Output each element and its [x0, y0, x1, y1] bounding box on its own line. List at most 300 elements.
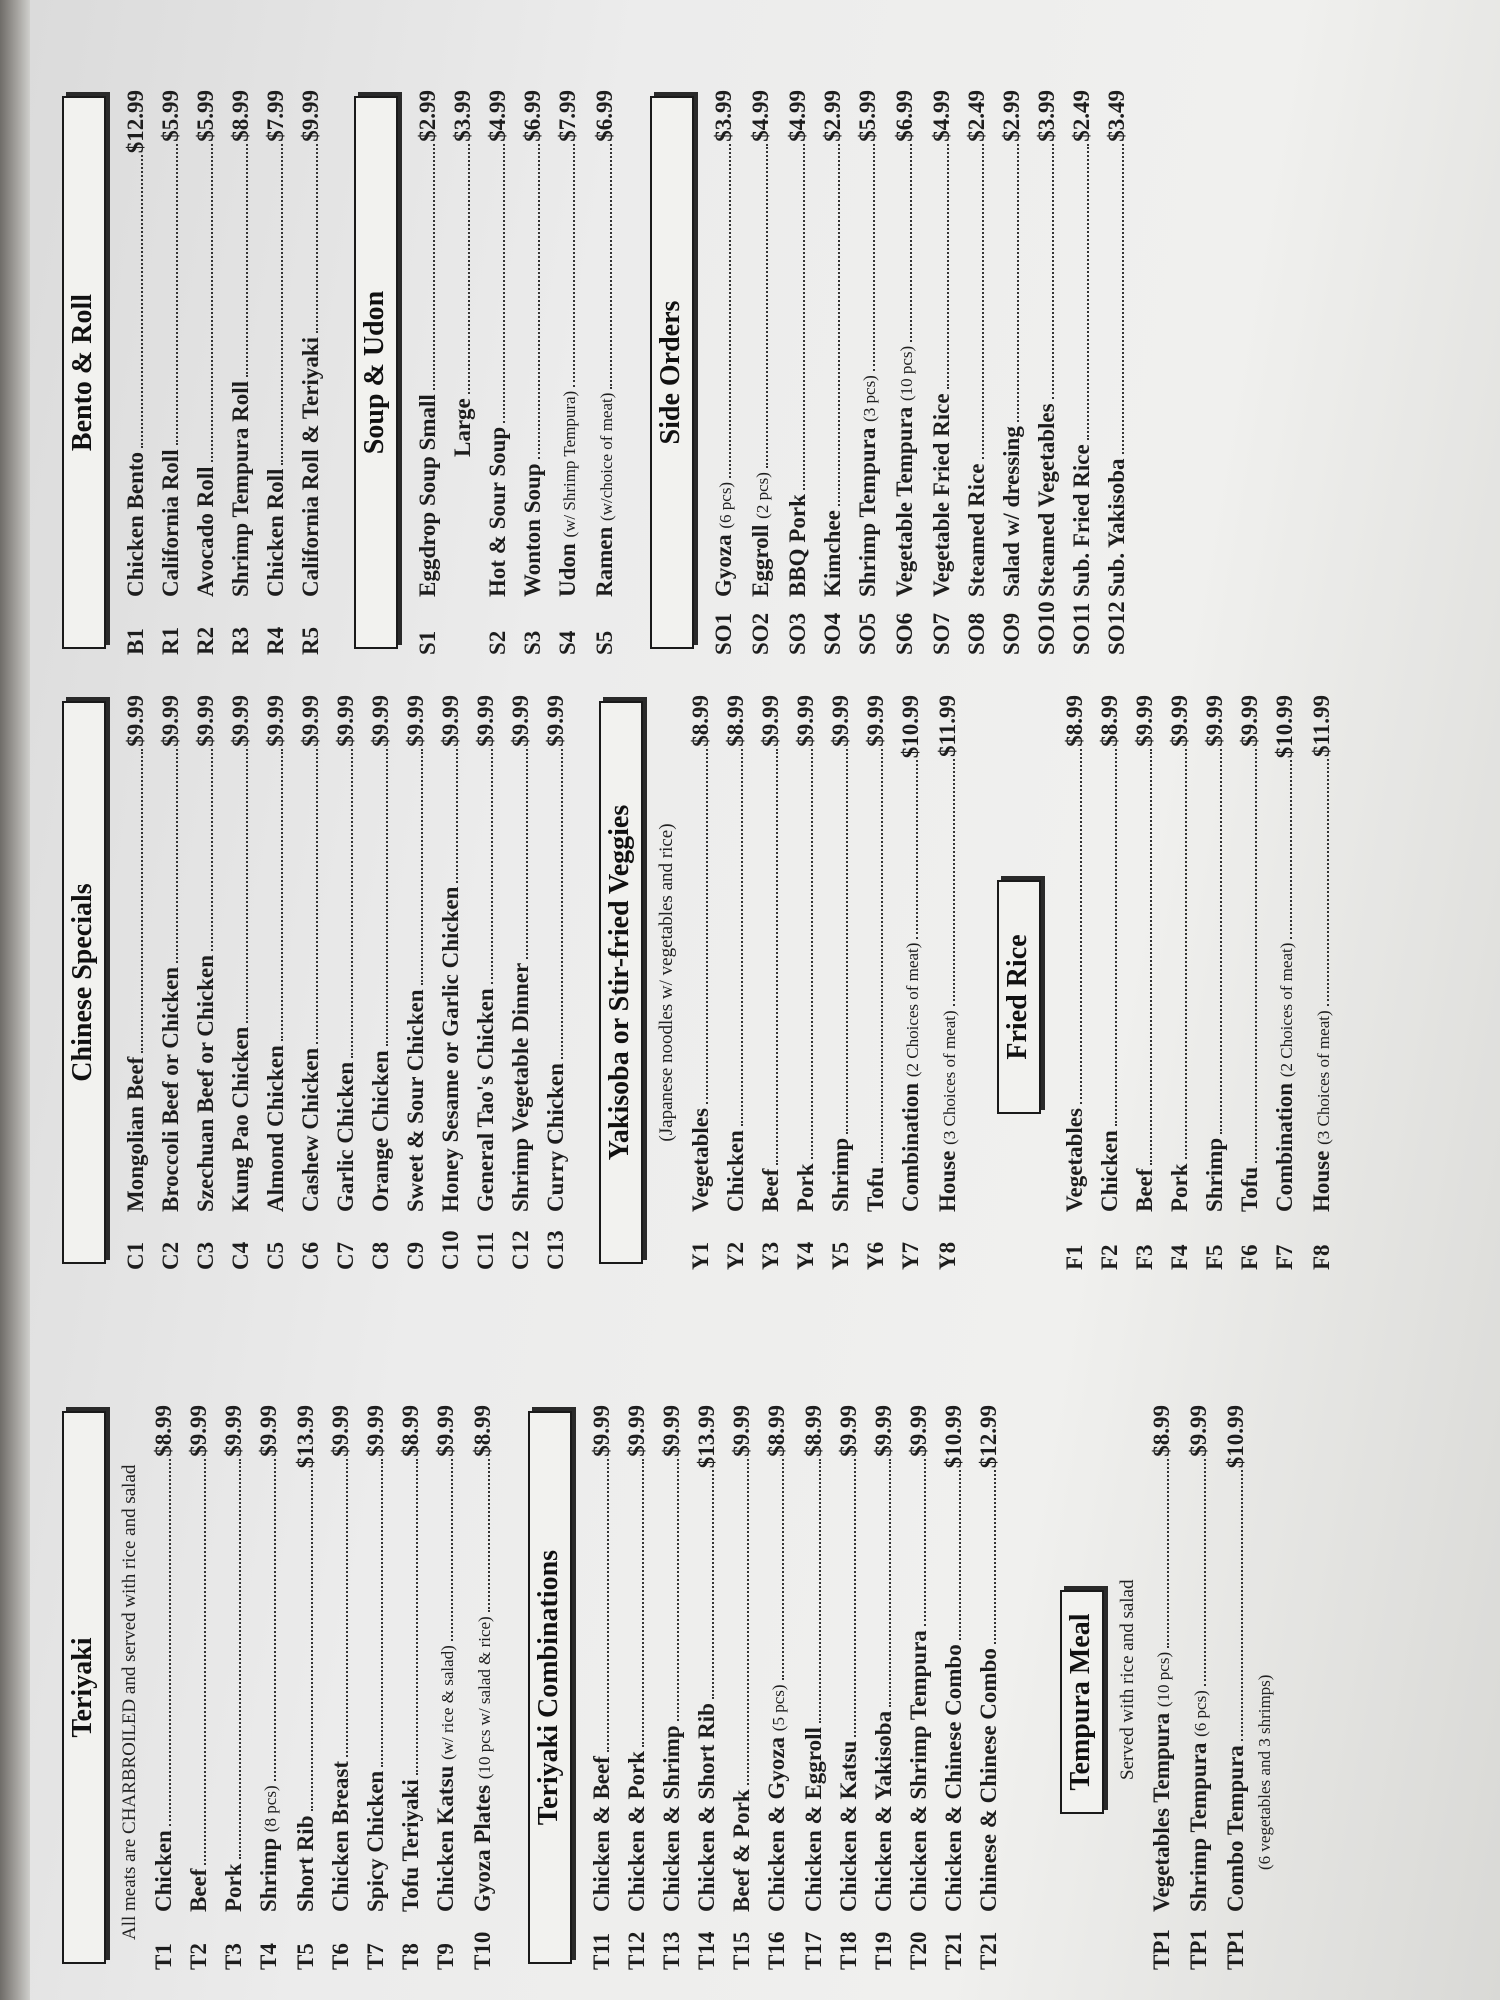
- section-title: Fried Rice: [997, 880, 1041, 1114]
- item-price: $2.49: [964, 90, 989, 142]
- item-code: F8: [1309, 1244, 1334, 1270]
- menu-item: [118, 695, 153, 1270]
- section-teriyaki-combinations: [528, 1405, 1006, 1970]
- dot-leader: [176, 144, 178, 446]
- item-code: T18: [836, 1931, 861, 1970]
- dot-leader: [1115, 749, 1117, 1126]
- item-name: [258, 1045, 293, 1212]
- item-name: [930, 1010, 967, 1212]
- menu-item: [118, 90, 153, 655]
- item-name-text: Spicy Chicken: [363, 1770, 388, 1912]
- item-price: $9.99: [438, 695, 463, 747]
- menu-item: [893, 695, 930, 1270]
- item-name-text: California Roll & Teriyaki: [298, 336, 323, 597]
- item-name: [1099, 458, 1134, 597]
- menu-column-right: [62, 90, 1462, 655]
- menu-item: [683, 695, 718, 1270]
- item-name-text: Sub. Fried Rice: [1069, 444, 1094, 597]
- menu-item: [1304, 695, 1341, 1270]
- item-code: Y2: [723, 1241, 748, 1270]
- item-name-text: Beef: [1132, 1168, 1157, 1212]
- menu-item: [994, 90, 1029, 655]
- item-code: C11: [473, 1231, 498, 1270]
- item-detail: (6 pcs): [716, 481, 735, 529]
- section-title: Soup & Udon: [354, 96, 398, 649]
- menu-item: [465, 1405, 502, 1970]
- item-name: [584, 1756, 619, 1912]
- item-name: [619, 1751, 654, 1912]
- menu-item: [936, 1405, 971, 1970]
- item-name-text: Chicken Breast: [328, 1761, 353, 1912]
- item-code: T11: [589, 1932, 614, 1970]
- item-code: SO6: [892, 612, 917, 655]
- item-name-text: Tofu: [1237, 1166, 1262, 1212]
- item-name: [323, 1761, 358, 1912]
- menu-item: [538, 695, 573, 1270]
- item-code: F2: [1097, 1244, 1122, 1270]
- item-name: [683, 1108, 718, 1212]
- dot-leader: [916, 760, 918, 938]
- item-name-text: Vegetables: [1062, 1108, 1087, 1212]
- item-name-text: Chicken & Shrimp: [659, 1725, 684, 1912]
- item-price: $5.99: [193, 90, 218, 142]
- item-price: $8.99: [764, 1405, 789, 1457]
- dot-leader: [846, 749, 848, 1134]
- dot-leader: [1080, 749, 1082, 1104]
- menu-item: [584, 1405, 619, 1970]
- item-name-text: Tofu Teriyaki: [398, 1779, 423, 1912]
- item-name: [780, 494, 815, 597]
- dot-leader: [246, 749, 248, 1023]
- item-name-text: Vegetables: [688, 1108, 713, 1212]
- item-price: $9.99: [263, 695, 288, 747]
- menu-item: [1232, 695, 1267, 1270]
- item-name: [223, 381, 258, 597]
- dot-leader: [468, 144, 470, 394]
- menu-item: [258, 90, 293, 655]
- item-name-text: House: [935, 1150, 960, 1212]
- item-name: [753, 1169, 788, 1212]
- menu-column-left: [62, 1405, 1462, 1970]
- section-title: Teriyaki Combinations: [528, 1411, 572, 1964]
- item-code: R2: [193, 626, 218, 655]
- section-title: Teriyaki: [62, 1411, 106, 1964]
- item-name: [1304, 1010, 1341, 1212]
- item-price: $9.99: [906, 1405, 931, 1457]
- item-name: [1064, 444, 1099, 597]
- item-code: T8: [398, 1943, 423, 1970]
- menu-item: [724, 1405, 759, 1970]
- item-code: S3: [520, 630, 545, 655]
- item-detail: (2 Choices of meat): [1277, 942, 1296, 1078]
- section-note: All meats are CHARBROILED and served with rice and salad: [119, 1464, 140, 1940]
- item-code: F3: [1132, 1244, 1157, 1270]
- menu-item-list: [1144, 1405, 1253, 1970]
- item-code: C5: [263, 1241, 288, 1270]
- section-tempura-meal: [1060, 1405, 1104, 1820]
- menu-item: [503, 695, 538, 1270]
- item-name-text: Mongolian Beef: [123, 1056, 148, 1212]
- menu-item: [1181, 1405, 1218, 1970]
- item-detail: (2 pcs): [753, 472, 772, 519]
- item-detail: (3 Choices of meat): [1314, 1010, 1333, 1145]
- item-code: Y4: [793, 1241, 818, 1270]
- item-name-text: Shrimp: [1202, 1137, 1227, 1212]
- dot-leader: [677, 1459, 679, 1722]
- item-name-text: Eggdrop Soup Small: [415, 394, 440, 597]
- menu-item: [153, 695, 188, 1270]
- item-name-text: Chicken: [723, 1130, 748, 1212]
- item-price: $9.99: [1132, 695, 1157, 747]
- item-price: $9.99: [403, 695, 428, 747]
- item-name-text: Hot & Sour Soup: [485, 426, 510, 597]
- item-price: $9.99: [589, 1405, 614, 1457]
- item-code: SO12: [1104, 601, 1129, 655]
- item-code: T6: [328, 1943, 353, 1970]
- item-name: [1144, 1652, 1181, 1912]
- item-price: $8.99: [1097, 695, 1122, 747]
- item-price: $9.99: [473, 695, 498, 747]
- item-code: T15: [729, 1931, 754, 1970]
- dot-leader: [819, 1459, 821, 1723]
- item-name: [468, 988, 503, 1212]
- item-price: $9.99: [871, 1405, 896, 1457]
- item-price: $9.99: [624, 1405, 649, 1457]
- item-name: [328, 1062, 363, 1212]
- menu-item-list: [683, 695, 967, 1270]
- item-code: Y8: [935, 1241, 960, 1270]
- item-price: $2.99: [415, 90, 440, 142]
- item-code: F5: [1202, 1244, 1227, 1270]
- item-name-text: Chicken & Beef: [589, 1756, 614, 1912]
- item-code: T20: [906, 1931, 931, 1970]
- item-name-text: Szechuan Beef or Chicken: [193, 954, 218, 1212]
- item-price: $9.99: [123, 695, 148, 747]
- item-name-text: Broccoli Beef or Chicken: [158, 966, 183, 1212]
- menu-item: [689, 1405, 724, 1970]
- dot-leader: [959, 1470, 961, 1640]
- item-price: $9.99: [1167, 695, 1192, 747]
- item-price: $8.99: [1062, 695, 1087, 747]
- dot-leader: [854, 1459, 856, 1737]
- item-name: [850, 375, 887, 597]
- menu-item-list: [1057, 695, 1341, 1270]
- dot-leader: [281, 749, 283, 1041]
- item-code: TP1: [1223, 1929, 1248, 1970]
- menu-item: [788, 695, 823, 1270]
- item-name-text: General Tao's Chicken: [473, 988, 498, 1212]
- section-soup-udon: [354, 90, 624, 655]
- section-title: Bento & Roll: [62, 96, 106, 649]
- dot-leader: [526, 749, 528, 959]
- item-name: [1029, 403, 1064, 597]
- item-code: C2: [158, 1241, 183, 1270]
- dot-leader: [642, 1459, 644, 1747]
- item-name: [1092, 1130, 1127, 1212]
- item-name-text: Chicken & Eggroll: [801, 1727, 826, 1912]
- item-price: $13.99: [694, 1405, 719, 1469]
- item-price: $9.99: [1202, 695, 1227, 747]
- item-code: SO10: [1034, 601, 1059, 655]
- menu-item: [515, 90, 550, 655]
- item-code: S1: [415, 630, 440, 655]
- item-name: [1162, 1163, 1197, 1212]
- dot-leader: [1087, 144, 1089, 441]
- item-name-text: Beef: [758, 1168, 783, 1212]
- item-code: C13: [543, 1230, 568, 1270]
- section-tempura-meal-body: [1116, 1405, 1277, 1970]
- item-code: T10: [470, 1931, 495, 1970]
- dot-leader: [873, 144, 875, 371]
- dot-leader: [982, 144, 984, 460]
- menu-item: [188, 695, 223, 1270]
- item-code: T17: [801, 1931, 826, 1970]
- item-price: $5.99: [855, 90, 880, 142]
- item-name-text: Chicken Roll: [263, 468, 288, 597]
- dot-leader: [211, 144, 213, 463]
- item-price: $10.99: [1223, 1405, 1248, 1469]
- item-code: C4: [228, 1241, 253, 1270]
- section-chinese-specials: [62, 695, 573, 1270]
- menu-item: [815, 90, 850, 655]
- item-name-text: Steamed Rice: [964, 463, 989, 597]
- menu-item: [587, 90, 624, 655]
- item-price: $9.99: [433, 1405, 458, 1457]
- menu-item: [398, 695, 433, 1270]
- item-name: [706, 482, 743, 597]
- dot-leader: [346, 1459, 348, 1757]
- item-code: Y7: [898, 1241, 923, 1270]
- item-name: [815, 510, 850, 597]
- dot-leader: [881, 749, 883, 1163]
- item-name-text: Shrimp Vegetable Dinner: [508, 962, 533, 1212]
- item-name: [538, 1063, 573, 1212]
- item-name: [654, 1725, 689, 1912]
- item-name: [724, 1789, 759, 1912]
- item-price: $9.99: [729, 1405, 754, 1457]
- item-price: $9.99: [659, 1405, 684, 1457]
- item-name-text: Orange Chicken: [368, 1050, 393, 1212]
- item-price: $12.99: [976, 1405, 1001, 1469]
- dot-leader: [246, 144, 248, 377]
- item-name-text: Chicken & Chinese Combo: [941, 1644, 966, 1912]
- menu-item: [258, 695, 293, 1270]
- item-code: SO7: [929, 612, 954, 655]
- item-price: $9.99: [1237, 695, 1262, 747]
- dot-leader: [947, 144, 949, 390]
- dot-leader: [1150, 749, 1152, 1165]
- item-price: $9.99: [333, 695, 358, 747]
- item-code: T14: [694, 1931, 719, 1970]
- dot-leader: [433, 144, 435, 390]
- menu-item: [363, 695, 398, 1270]
- item-name-text: California Roll: [158, 449, 183, 597]
- dot-leader: [1167, 1459, 1169, 1648]
- item-name: [1197, 1138, 1232, 1212]
- item-name-text: Beef: [186, 1868, 211, 1912]
- item-name-text: Eggroll: [748, 524, 773, 597]
- item-name-text: Combination: [898, 1082, 923, 1212]
- item-price: $11.99: [1309, 695, 1334, 757]
- item-code: SO1: [711, 612, 736, 655]
- item-name: [358, 1771, 393, 1912]
- item-name-text: Pork: [793, 1163, 818, 1212]
- menu-item: [866, 1405, 901, 1970]
- item-name: [465, 1616, 502, 1912]
- menu-item: [328, 695, 363, 1270]
- menu-item: [428, 1405, 465, 1970]
- item-name: [994, 426, 1029, 597]
- menu-item: [1029, 90, 1064, 655]
- item-code: T13: [659, 1931, 684, 1970]
- item-name: [1218, 1745, 1253, 1912]
- item-code: R1: [158, 626, 183, 655]
- section-title: Chinese Specials: [62, 701, 106, 1264]
- item-name: [118, 1057, 153, 1212]
- item-detail: (3 pcs): [860, 375, 879, 422]
- item-name-text: Sweet & Sour Chicken: [403, 989, 428, 1212]
- item-name: [251, 1785, 288, 1912]
- item-price: $9.99: [298, 695, 323, 747]
- section-title: Yakisoba or Stir-fried Veggies: [599, 701, 643, 1264]
- item-price: $9.99: [1186, 1405, 1211, 1457]
- menu-item: [1092, 695, 1127, 1270]
- item-name-text: Salad w/ dressing: [999, 426, 1024, 597]
- item-price: $8.99: [151, 1405, 176, 1457]
- item-code: SO3: [785, 612, 810, 655]
- item-name: [901, 1630, 936, 1912]
- item-name-text: Steamed Vegetables: [1034, 403, 1059, 597]
- dot-leader: [953, 759, 955, 1006]
- item-name: [887, 346, 924, 597]
- item-code: T3: [221, 1943, 246, 1970]
- dot-leader: [1204, 1459, 1206, 1686]
- item-price: $9.99: [508, 695, 533, 747]
- item-price: $6.99: [520, 90, 545, 142]
- menu-item: [858, 695, 893, 1270]
- menu-item: [1064, 90, 1099, 655]
- item-name: [831, 1741, 866, 1912]
- item-code: Y3: [758, 1241, 783, 1270]
- item-name: [866, 1711, 901, 1912]
- section-fried-rice: [997, 695, 1041, 1120]
- item-price: $6.99: [892, 90, 917, 142]
- menu-item: [887, 90, 924, 655]
- item-name-text: House: [1309, 1150, 1334, 1212]
- section-title: Side Orders: [650, 96, 694, 649]
- item-name: [363, 1050, 398, 1212]
- menu-item: [850, 90, 887, 655]
- dot-leader: [782, 1459, 784, 1681]
- dot-leader: [803, 144, 805, 490]
- menu-item: [223, 90, 258, 655]
- menu-item: [480, 90, 515, 655]
- dot-leader: [491, 749, 493, 985]
- item-detail: (6 pcs): [1191, 1690, 1210, 1737]
- dot-leader: [610, 144, 612, 389]
- item-name-text: Shrimp Tempura: [855, 427, 880, 597]
- item-name-text: Pork: [1167, 1163, 1192, 1212]
- item-price: $7.99: [263, 90, 288, 142]
- item-price: $9.99: [256, 1405, 281, 1457]
- item-price: $3.49: [1104, 90, 1129, 142]
- item-code: F1: [1062, 1244, 1087, 1270]
- dot-leader: [1241, 1470, 1243, 1741]
- section-subnote: (6 vegetables and 3 shrimps): [1255, 1674, 1274, 1870]
- menu-item: [1267, 695, 1304, 1270]
- item-name-text: Combination: [1272, 1082, 1297, 1212]
- menu-item: [753, 695, 788, 1270]
- menu-item: [468, 695, 503, 1270]
- item-name-text: Cashew Chicken: [298, 1047, 323, 1212]
- menu-item: [831, 1405, 866, 1970]
- menu-item: [358, 1405, 393, 1970]
- item-name-text: Avocado Roll: [193, 466, 218, 597]
- item-name: [216, 1863, 251, 1912]
- item-name-text: Wonton Soup: [520, 463, 545, 597]
- dot-leader: [910, 144, 912, 342]
- dot-leader: [416, 1459, 418, 1776]
- item-price: $9.99: [193, 695, 218, 747]
- item-price: $3.99: [1034, 90, 1059, 142]
- item-price: $5.99: [158, 90, 183, 142]
- menu-item: [188, 90, 223, 655]
- menu-item: [1057, 695, 1092, 1270]
- menu-item: [619, 1405, 654, 1970]
- item-name-text: Shrimp Tempura: [1186, 1742, 1211, 1912]
- item-detail: (2 Choices of meat): [903, 942, 922, 1078]
- item-price: $8.99: [398, 1405, 423, 1457]
- item-price: $9.99: [793, 695, 818, 747]
- item-code: Y5: [828, 1241, 853, 1270]
- item-code: SO5: [855, 612, 880, 655]
- menu-item-list: [118, 90, 328, 655]
- menu-item: [251, 1405, 288, 1970]
- menu-item: [924, 90, 959, 655]
- item-name: [445, 398, 480, 597]
- item-name: [788, 1163, 823, 1212]
- item-name-text: Chicken & Gyoza: [764, 1736, 789, 1912]
- item-name: [288, 1816, 323, 1913]
- item-name: [743, 472, 780, 597]
- item-name: [759, 1684, 796, 1912]
- dot-leader: [538, 144, 540, 460]
- dot-leader: [281, 144, 283, 465]
- item-price: $9.99: [328, 1405, 353, 1457]
- dot-leader: [386, 749, 388, 1047]
- item-name: [971, 1648, 1006, 1912]
- item-name-text: Shrimp: [256, 1837, 281, 1912]
- item-code: C3: [193, 1241, 218, 1270]
- menu-item: [1144, 1405, 1181, 1970]
- item-code: R3: [228, 626, 253, 655]
- dot-leader: [924, 1459, 926, 1626]
- item-name: [1267, 943, 1304, 1212]
- item-code: Y6: [863, 1241, 888, 1270]
- item-detail: (3 Choices of meat): [940, 1010, 959, 1145]
- item-detail: (w/ Shrimp Tempura): [560, 390, 579, 538]
- item-code: T7: [363, 1943, 388, 1970]
- item-price: $10.99: [941, 1405, 966, 1469]
- menu-item-list: [706, 90, 1134, 655]
- dot-leader: [766, 144, 768, 468]
- section-fried-rice-body: [1057, 695, 1341, 1270]
- menu-item: [181, 1405, 216, 1970]
- item-price: $8.99: [470, 1405, 495, 1457]
- item-price: $9.99: [158, 695, 183, 747]
- item-name: [1057, 1108, 1092, 1212]
- item-name-text: Chicken & Short Rib: [694, 1703, 719, 1912]
